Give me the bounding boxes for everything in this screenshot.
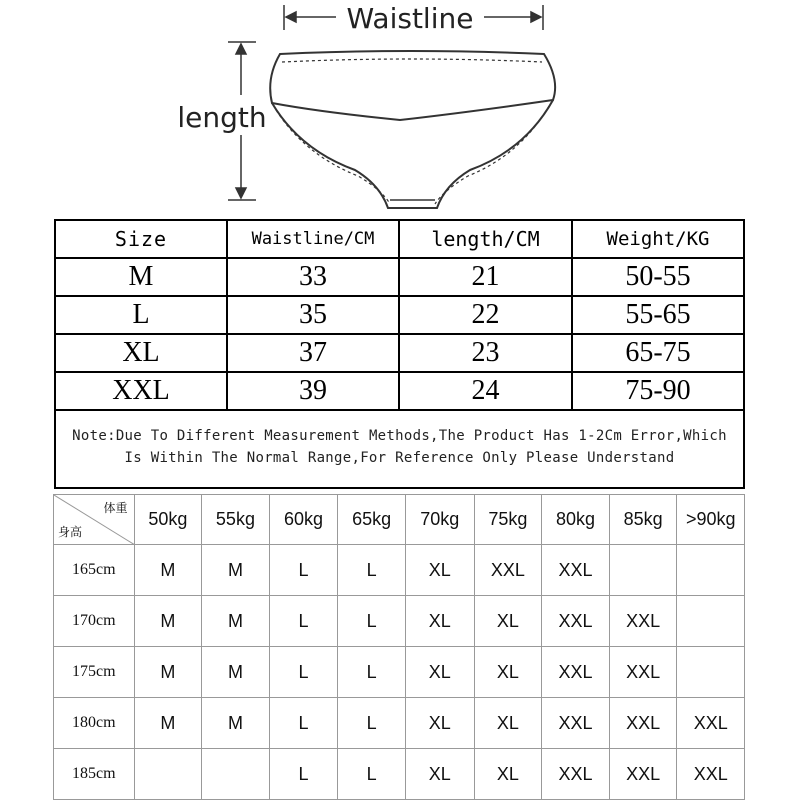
size-recommendation: XL xyxy=(475,596,543,647)
size-table xyxy=(54,219,745,489)
size-recommendation: XXL xyxy=(542,749,610,800)
table-row xyxy=(54,545,745,596)
table-row xyxy=(56,335,743,373)
size-recommendation: L xyxy=(270,647,339,698)
waistline-label: Waistline xyxy=(346,2,474,35)
table-row xyxy=(56,373,743,411)
size-recommendation xyxy=(677,596,745,647)
waistline-cell: 39 xyxy=(228,373,400,409)
weight-header: >90kg xyxy=(677,495,745,545)
size-cell: L xyxy=(56,297,228,333)
size-recommendation: L xyxy=(338,596,406,647)
waistline-cell: 33 xyxy=(228,259,400,295)
header-waistline: Waistline/CM xyxy=(228,221,400,257)
size-recommendation: XL xyxy=(406,545,475,596)
weight-header: 70kg xyxy=(406,495,475,545)
header-length: length/CM xyxy=(400,221,573,257)
size-recommendation: L xyxy=(338,545,406,596)
size-recommendation: XXL xyxy=(610,647,678,698)
weight-header: 80kg xyxy=(542,495,610,545)
size-recommendation: XXL xyxy=(610,749,678,800)
size-recommendation: M xyxy=(135,647,203,698)
size-recommendation: XL xyxy=(406,698,475,749)
size-recommendation: XL xyxy=(475,698,543,749)
length-cell: 21 xyxy=(400,259,573,295)
height-weight-chart xyxy=(53,494,745,800)
height-label: 180cm xyxy=(54,698,135,749)
table-row xyxy=(56,259,743,297)
size-recommendation: XXL xyxy=(677,698,745,749)
length-cell: 22 xyxy=(400,297,573,333)
size-recommendation: XXL xyxy=(542,698,610,749)
height-label: 175cm xyxy=(54,647,135,698)
corner-height-label: 身高 xyxy=(58,525,83,539)
garment-diagram xyxy=(0,0,800,215)
header-weight: Weight/KG xyxy=(606,228,710,250)
size-cell: M xyxy=(56,259,228,295)
height-label: 170cm xyxy=(54,596,135,647)
weight-cell: 50-55 xyxy=(625,261,691,292)
size-recommendation: L xyxy=(338,698,406,749)
weight-header: 50kg xyxy=(135,495,203,545)
size-recommendation: L xyxy=(270,596,339,647)
table-row xyxy=(54,749,745,800)
corner-weight-label: 体重 xyxy=(103,501,128,515)
weight-header: 60kg xyxy=(270,495,339,545)
weight-cell: 55-65 xyxy=(625,299,691,330)
size-recommendation xyxy=(677,545,745,596)
size-recommendation: M xyxy=(202,596,270,647)
size-recommendation: M xyxy=(202,545,270,596)
size-recommendation: XL xyxy=(475,647,543,698)
length-cell: 24 xyxy=(400,373,573,409)
waistline-cell: 35 xyxy=(228,297,400,333)
size-recommendation: L xyxy=(270,749,339,800)
size-recommendation: XXL xyxy=(475,545,543,596)
table-row xyxy=(54,698,745,749)
size-recommendation xyxy=(677,647,745,698)
size-recommendation: M xyxy=(202,647,270,698)
size-recommendation: L xyxy=(270,545,339,596)
size-recommendation: XL xyxy=(406,749,475,800)
size-recommendation: XL xyxy=(406,647,475,698)
height-label: 185cm xyxy=(54,749,135,800)
size-recommendation: L xyxy=(270,698,339,749)
size-cell: XL xyxy=(56,335,228,371)
weight-header: 85kg xyxy=(610,495,678,545)
table-row xyxy=(54,647,745,698)
size-cell: XXL xyxy=(56,373,228,409)
table-row xyxy=(56,297,743,335)
size-recommendation xyxy=(610,545,678,596)
size-recommendation: XL xyxy=(406,596,475,647)
size-recommendation: XXL xyxy=(542,647,610,698)
size-recommendation: L xyxy=(338,749,406,800)
size-recommendation: M xyxy=(135,596,203,647)
waistline-cell: 37 xyxy=(228,335,400,371)
table-row xyxy=(54,596,745,647)
length-cell: 23 xyxy=(400,335,573,371)
size-recommendation: M xyxy=(135,698,203,749)
size-recommendation: XL xyxy=(475,749,543,800)
weight-header: 55kg xyxy=(202,495,270,545)
size-recommendation: XXL xyxy=(542,545,610,596)
weight-cell: 65-75 xyxy=(625,337,691,368)
chart-header-row xyxy=(54,495,745,545)
weight-header: 75kg xyxy=(475,495,543,545)
length-label: length xyxy=(177,101,267,134)
size-recommendation: L xyxy=(338,647,406,698)
brief-outline xyxy=(270,51,555,208)
size-recommendation xyxy=(135,749,203,800)
size-table-header xyxy=(56,221,743,259)
size-recommendation: XXL xyxy=(677,749,745,800)
size-recommendation: XXL xyxy=(610,596,678,647)
size-recommendation xyxy=(202,749,270,800)
weight-cell: 75-90 xyxy=(625,375,691,406)
corner-cell xyxy=(54,495,135,545)
size-recommendation: XXL xyxy=(542,596,610,647)
measurement-note: Note:Due To Different Measurement Methods,The Product Has 1-2Cm Error,Which Is Within The Normal Range,For Reference Only Please Understand xyxy=(72,428,727,466)
size-recommendation: M xyxy=(202,698,270,749)
size-recommendation: XXL xyxy=(610,698,678,749)
weight-header: 65kg xyxy=(338,495,406,545)
header-size: Size xyxy=(56,221,228,257)
size-recommendation: M xyxy=(135,545,203,596)
height-label: 165cm xyxy=(54,545,135,596)
